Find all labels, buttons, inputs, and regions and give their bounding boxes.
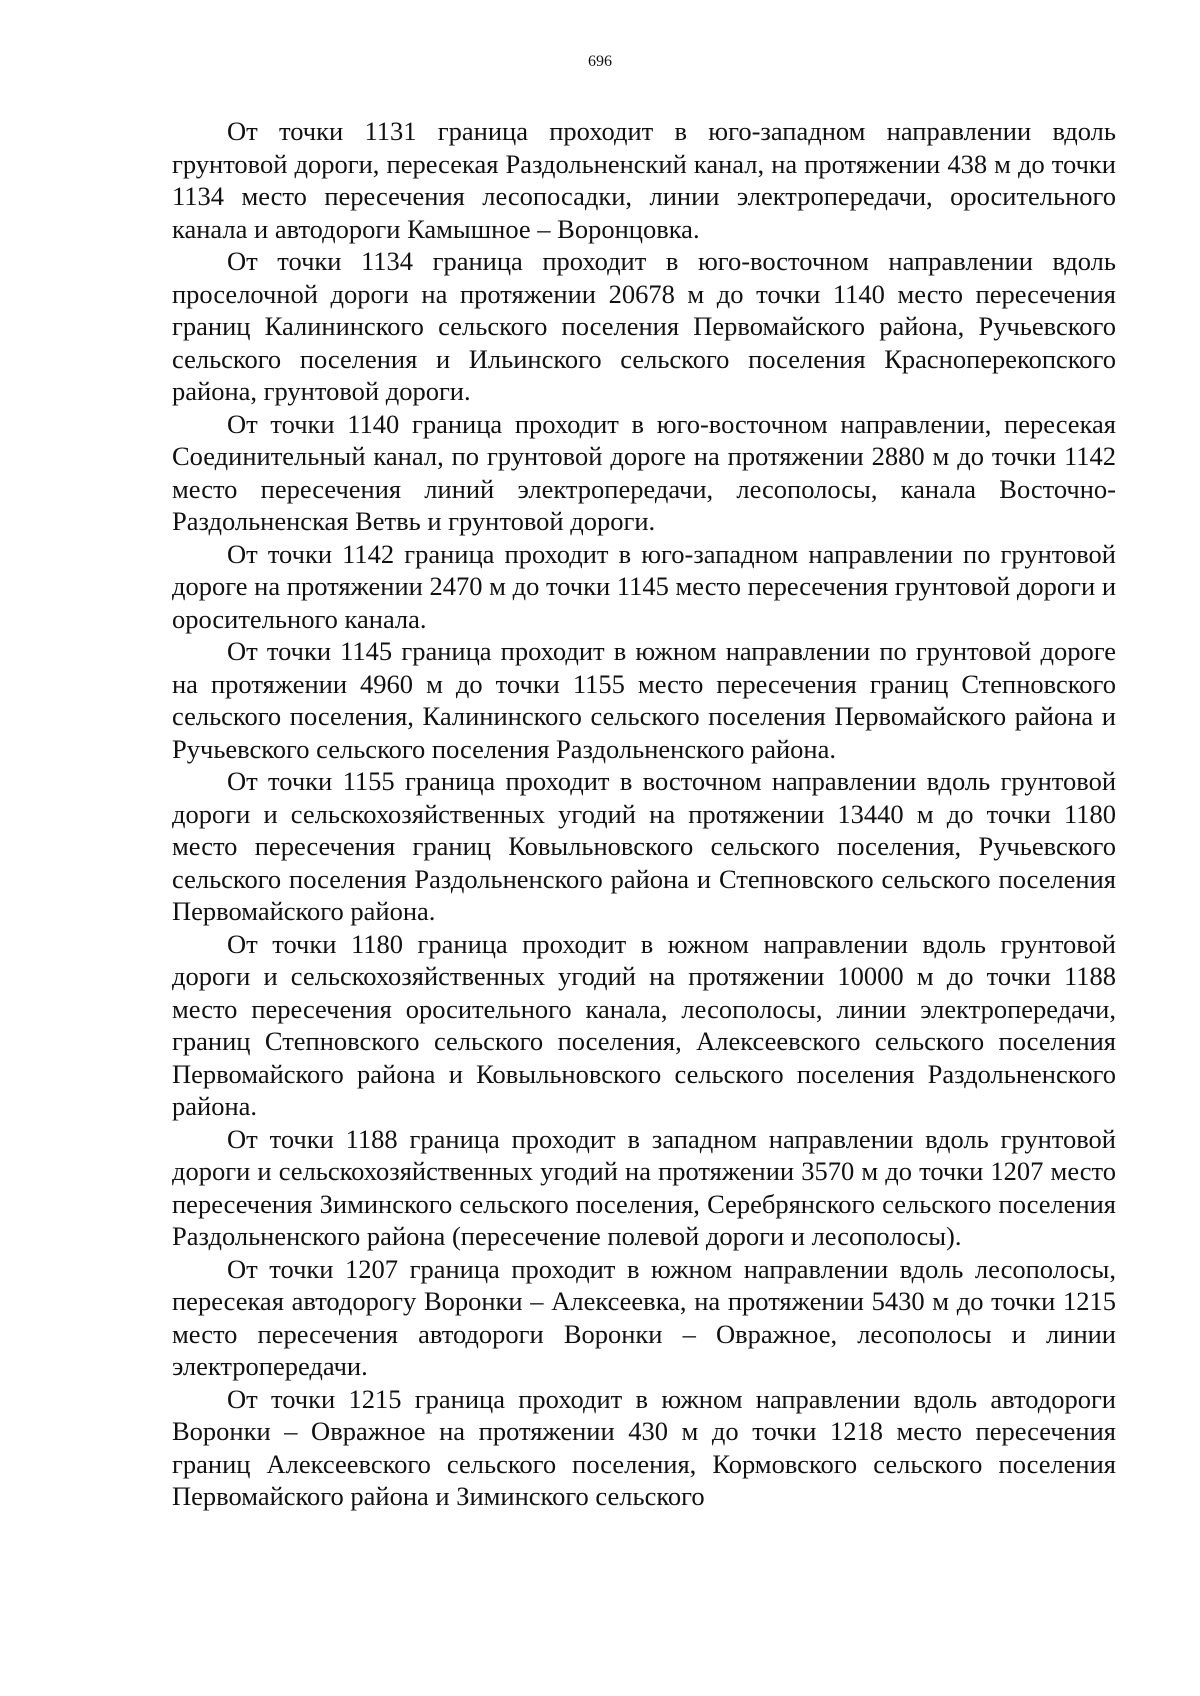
paragraph: От точки 1145 граница проходит в южном направлении по грунтовой дороге на протяжении 4960 м до точки 1155 место пересечения границ Степновского сельского поселения, Калининского сельского поселения Первомайского района и Ручьевского сельского поселения Раздольненского района.	[172, 636, 1116, 764]
paragraph: От точки 1180 граница проходит в южном направлении вдоль грунтовой дороги и сельскохозяйственных угодий на протяжении 10000 м до точки 1188 место пересечения оросительного канала, лесополосы, линии электропередачи, границ Степновского сельского поселения, Алексеевского сельского поселения Первомайского района и Ковыльновского сельского поселения Раздольненского района.	[172, 928, 1116, 1121]
paragraph: От точки 1215 граница проходит в южном направлении вдоль автодороги Воронки – Овражное на протяжении 430 м до точки 1218 место пересечения границ Алексеевского сельского поселения, Кормовского сельского поселения Первомайского района и Зиминского сельского	[172, 1383, 1116, 1511]
paragraph: От точки 1140 граница проходит в юго-восточном направлении, пересекая Соединительный канал, по грунтовой дороге на протяжении 2880 м до точки 1142 место пересечения линий электропередачи, лесополосы, канала Восточно-Раздольненская Ветвь и грунтовой дороги.	[172, 408, 1116, 536]
paragraph: От точки 1134 граница проходит в юго-восточном направлении вдоль проселочной дороги на протяжении 20678 м до точки 1140 место пересечения границ Калининского сельского поселения Первомайского района, Ручьевского сельского поселения и Ильинского сельского поселения Красноперекопского района, грунтовой дороги.	[172, 246, 1116, 406]
document-body	[172, 115, 1116, 1513]
paragraph: От точки 1142 граница проходит в юго-западном направлении по грунтовой дороге на протяжении 2470 м до точки 1145 место пересечения грунтовой дороги и оросительного канала.	[172, 538, 1116, 634]
paragraph: От точки 1155 граница проходит в восточном направлении вдоль грунтовой дороги и сельскохозяйственных угодий на протяжении 13440 м до точки 1180 место пересечения границ Ковыльновского сельского поселения, Ручьевского сельского поселения Раздольненского района и Степновского сельского поселения Первомайского района.	[172, 766, 1116, 926]
paragraph: От точки 1131 граница проходит в юго-западном направлении вдоль грунтовой дороги, пересекая Раздольненский канал, на протяжении 438 м до точки 1134 место пересечения лесопосадки, линии электропередачи, оросительного канала и автодороги Камышное – Воронцовка.	[172, 116, 1116, 244]
page-number: 696	[588, 53, 612, 70]
paragraph: От точки 1188 граница проходит в западном направлении вдоль грунтовой дороги и сельскохозяйственных угодий на протяжении 3570 м до точки 1207 место пересечения Зиминского сельского поселения, Серебрянского сельского поселения Раздольненского района (пересечение полевой дороги и лесополосы).	[172, 1123, 1116, 1251]
paragraph: От точки 1207 граница проходит в южном направлении вдоль лесополосы, пересекая автодорогу Воронки – Алексеевка, на протяжении 5430 м до точки 1215 место пересечения автодороги Воронки – Овражное, лесополосы и линии электропередачи.	[172, 1253, 1116, 1381]
